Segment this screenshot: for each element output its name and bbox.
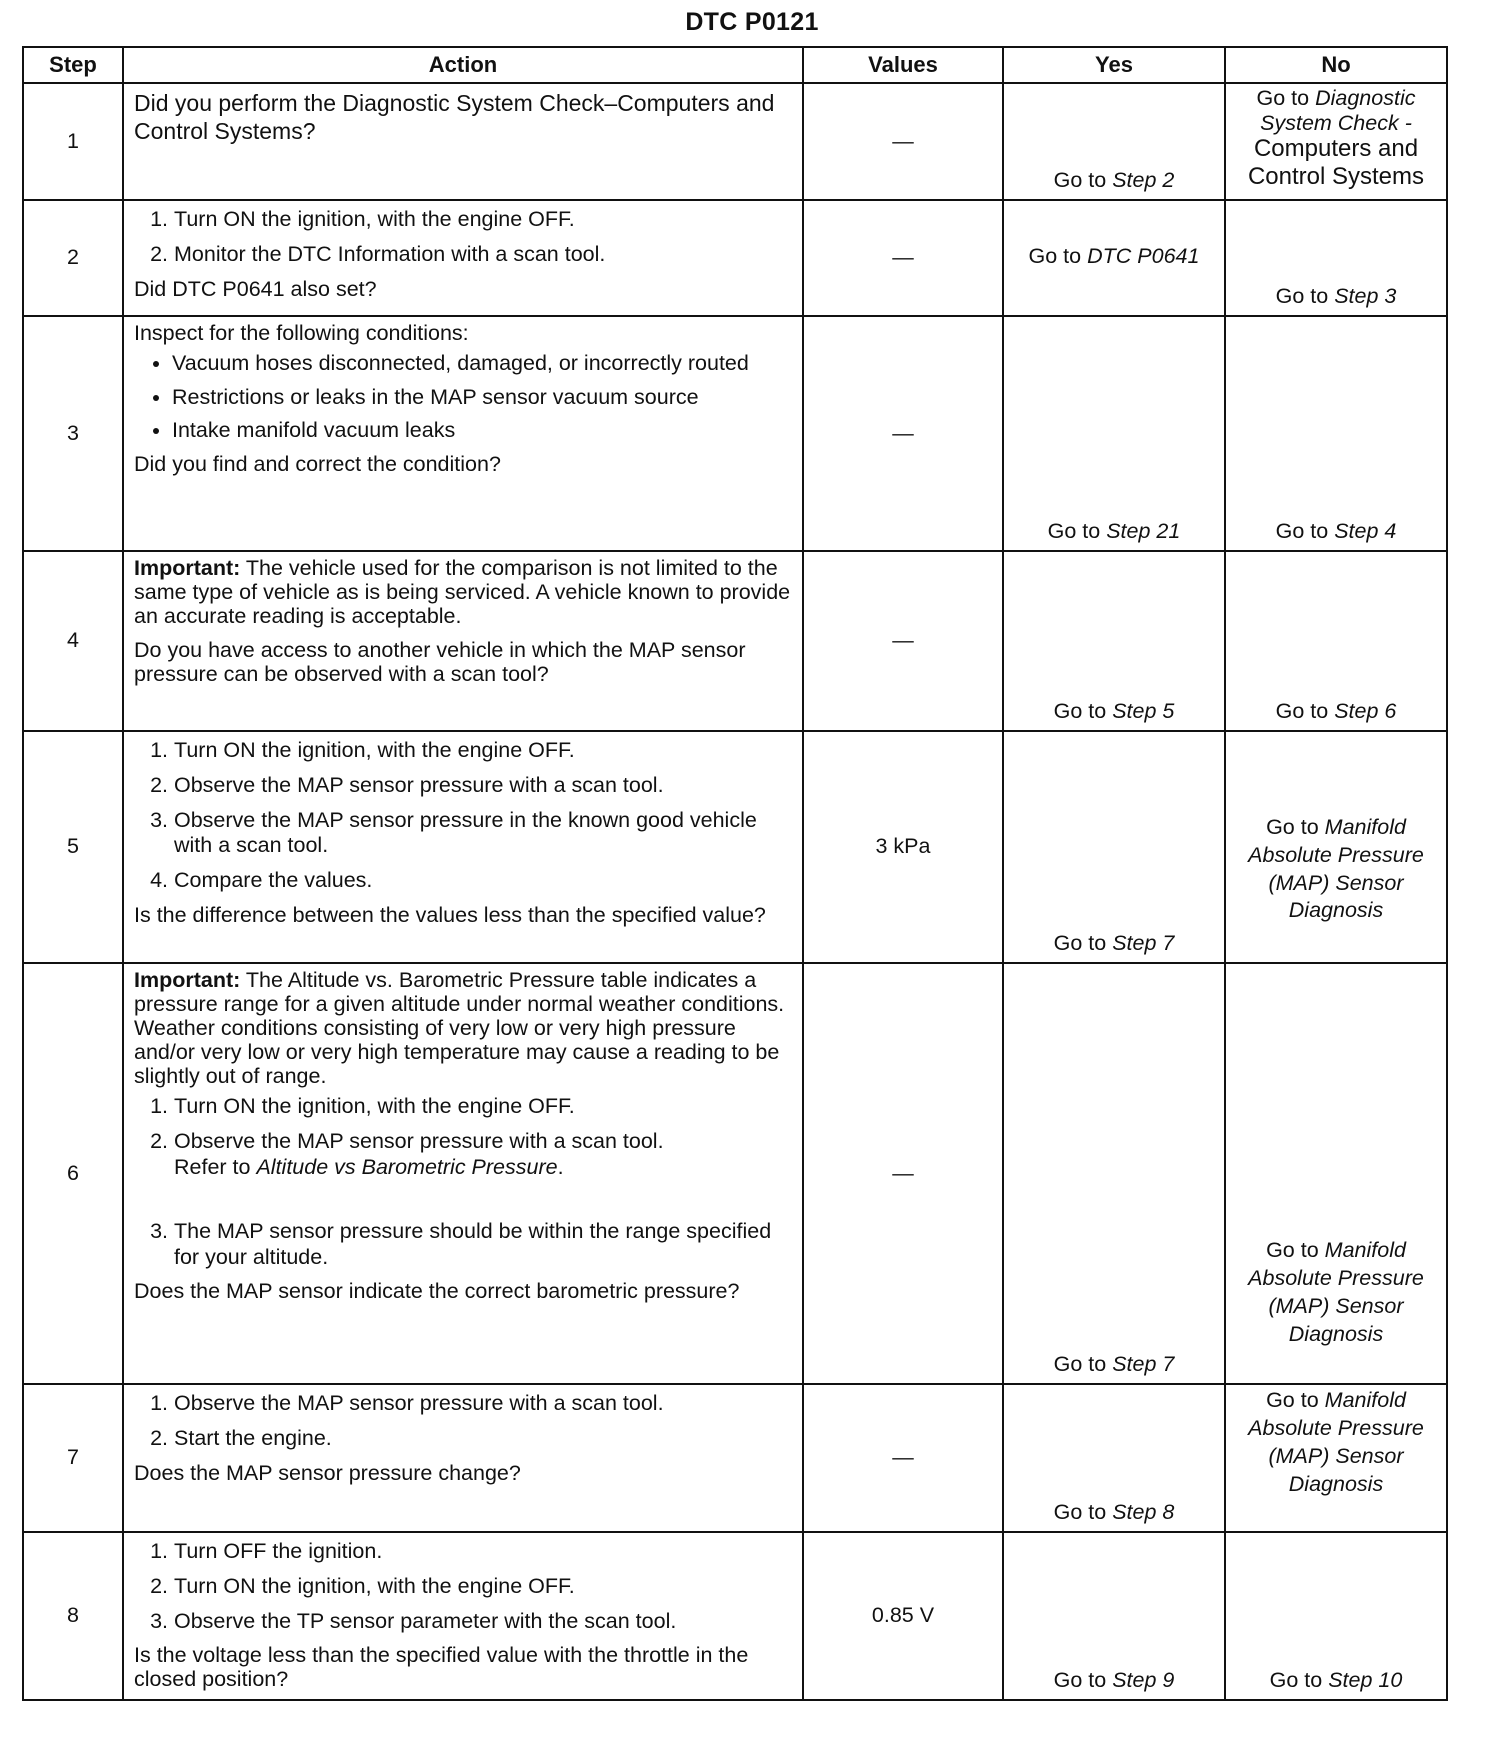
yes-prefix: Go to <box>1053 1352 1107 1377</box>
table-header-row <box>23 47 1447 83</box>
step-number: 4 <box>23 551 123 731</box>
procedure-item: 3. Observe the TP sensor parameter with the scan tool. <box>174 1609 794 1635</box>
procedure-item: 1. Turn ON the ignition, with the engine OFF. <box>174 1094 794 1120</box>
no-link[interactable]: Step 3 <box>1334 284 1397 309</box>
yes-link[interactable]: Step 21 <box>1106 519 1181 544</box>
action-question: Is the difference between the values less than the specified value? <box>134 902 766 927</box>
no-cell[interactable] <box>1225 1384 1447 1532</box>
no-prefix: Go to <box>1266 1238 1319 1263</box>
yes-prefix: Go to <box>1053 699 1107 724</box>
value-cell: 0.85 V <box>803 1532 1003 1700</box>
step-number: 8 <box>23 1532 123 1700</box>
no-prefix: Go to <box>1269 1668 1323 1693</box>
yes-cell[interactable] <box>1003 200 1225 316</box>
important-label: Important: <box>134 556 241 580</box>
action-cell <box>123 1532 803 1700</box>
procedure-item: 1. Observe the MAP sensor pressure with a scan tool. <box>174 1391 794 1417</box>
step-number: 6 <box>23 963 123 1384</box>
yes-link[interactable]: Step 8 <box>1112 1500 1175 1525</box>
no-link[interactable]: Manifold Absolute Pressure (MAP) Sensor Diagnosis <box>1248 814 1424 923</box>
step-number: 5 <box>23 731 123 963</box>
action-cell <box>123 963 803 1384</box>
step-number: 3 <box>23 316 123 551</box>
action-question: Did you find and correct the condition? <box>134 452 501 477</box>
refer-prefix: Refer to <box>174 1154 251 1179</box>
procedure-item: 2. Observe the MAP sensor pressure with a scan tool. Refer to Altitude vs Barometric Pressure. <box>174 1129 794 1181</box>
condition-list <box>134 351 794 444</box>
procedure-item: 2. Turn ON the ignition, with the engine OFF. <box>174 1574 794 1600</box>
procedure-item: 1. Turn ON the ignition, with the engine OFF. <box>174 207 794 233</box>
condition-item: • Restrictions or leaks in the MAP sensor vacuum source <box>172 385 794 411</box>
yes-cell[interactable] <box>1003 963 1225 1384</box>
page-title: DTC P0121 <box>685 8 819 36</box>
important-note <box>134 556 794 628</box>
header-yes: Yes <box>1003 47 1225 83</box>
procedure-item: 1. Turn OFF the ignition. <box>174 1539 794 1565</box>
yes-cell[interactable] <box>1003 551 1225 731</box>
yes-prefix: Go to <box>1053 168 1107 193</box>
value-cell: — <box>803 316 1003 551</box>
value-cell: 3 kPa <box>803 731 1003 963</box>
table-row-step-3 <box>23 316 1447 551</box>
no-cell[interactable] <box>1225 551 1447 731</box>
no-cell[interactable] <box>1225 731 1447 963</box>
important-note <box>134 968 794 1088</box>
no-link[interactable]: Step 6 <box>1334 699 1397 724</box>
yes-cell[interactable] <box>1003 83 1225 200</box>
procedure-item: 2. Observe the MAP sensor pressure with a scan tool. <box>174 773 794 799</box>
yes-cell[interactable] <box>1003 731 1225 963</box>
header-values: Values <box>803 47 1003 83</box>
action-question: Does the MAP sensor pressure change? <box>134 1460 521 1485</box>
procedure-list <box>134 207 794 268</box>
value-cell: — <box>803 83 1003 200</box>
procedure-item: 1. Turn ON the ignition, with the engine OFF. <box>174 738 794 764</box>
procedure-list <box>134 1094 794 1270</box>
no-prefix: Go to <box>1275 519 1329 544</box>
yes-link[interactable]: Step 2 <box>1112 168 1175 193</box>
table-row-step-6 <box>23 963 1447 1384</box>
condition-item: • Vacuum hoses disconnected, damaged, or incorrectly routed <box>172 351 794 377</box>
table-row-step-4 <box>23 551 1447 731</box>
value-cell: — <box>803 963 1003 1384</box>
procedure-list <box>134 1391 794 1452</box>
action-question: Is the voltage less than the specified value with the throttle in the closed position? <box>134 1643 749 1692</box>
procedure-list <box>134 738 794 894</box>
table-row-step-7 <box>23 1384 1447 1532</box>
yes-prefix: Go to <box>1053 1668 1107 1693</box>
action-cell <box>123 316 803 551</box>
yes-cell[interactable] <box>1003 1384 1225 1532</box>
no-link[interactable]: Manifold Absolute Pressure (MAP) Sensor Diagnosis <box>1248 1238 1424 1347</box>
procedure-list <box>134 1539 794 1634</box>
yes-cell[interactable] <box>1003 316 1225 551</box>
procedure-item: 2. Start the engine. <box>174 1426 794 1452</box>
no-link[interactable]: Manifold Absolute Pressure (MAP) Sensor Diagnosis <box>1248 1388 1424 1496</box>
action-cell <box>123 551 803 731</box>
procedure-item: 3. Observe the MAP sensor pressure in the known good vehicle with a scan tool. <box>174 808 794 860</box>
action-question: Did DTC P0641 also set? <box>134 276 377 301</box>
yes-prefix: Go to <box>1028 244 1082 269</box>
no-cell[interactable] <box>1225 963 1447 1384</box>
header-no: No <box>1225 47 1447 83</box>
table-row-step-8 <box>23 1532 1447 1700</box>
no-link-tail[interactable]: Computers and Control Systems <box>1247 135 1425 191</box>
yes-link[interactable]: Step 5 <box>1112 699 1175 724</box>
value-cell: — <box>803 551 1003 731</box>
condition-item: • Intake manifold vacuum leaks <box>172 418 794 444</box>
step-number: 2 <box>23 200 123 316</box>
yes-cell[interactable] <box>1003 1532 1225 1700</box>
yes-link[interactable]: Step 7 <box>1112 1352 1175 1377</box>
header-step: Step <box>23 47 123 83</box>
procedure-item-text: Observe the MAP sensor pressure with a scan tool. <box>174 1129 664 1154</box>
action-cell <box>123 731 803 963</box>
action-question: Does the MAP sensor indicate the correct barometric pressure? <box>134 1279 740 1304</box>
step-number: 1 <box>23 83 123 200</box>
value-cell: — <box>803 1384 1003 1532</box>
important-label: Important: <box>134 968 241 992</box>
action-cell <box>123 1384 803 1532</box>
important-text: The vehicle used for the comparison is not limited to the same type of vehicle as is being serviced. A vehicle known to provide an accurate reading is acceptable. <box>134 556 791 629</box>
yes-link[interactable]: Step 9 <box>1112 1668 1175 1693</box>
table-row-step-1 <box>23 83 1447 200</box>
no-cell[interactable] <box>1225 1532 1447 1700</box>
no-prefix: Go to <box>1266 1388 1319 1412</box>
action-question: Do you have access to another vehicle in which the MAP sensor pressure can be observed with a scan tool? <box>134 638 746 687</box>
no-link[interactable]: Diagnostic System Check - <box>1260 86 1416 135</box>
no-link[interactable]: Step 10 <box>1328 1668 1403 1693</box>
no-prefix: Go to <box>1275 284 1329 309</box>
no-cell[interactable] <box>1225 200 1447 316</box>
yes-prefix: Go to <box>1053 931 1107 956</box>
no-prefix: Go to <box>1275 699 1329 724</box>
action-question: Did you perform the Diagnostic System Check–Computers and Control Systems? <box>134 90 775 144</box>
action-intro: Inspect for the following conditions: <box>134 321 469 345</box>
yes-prefix: Go to <box>1053 1500 1107 1525</box>
no-prefix: Go to <box>1256 86 1310 110</box>
no-link[interactable]: Step 4 <box>1334 519 1397 544</box>
diagnostic-table <box>22 46 1448 1701</box>
table-row-step-2 <box>23 200 1447 316</box>
action-cell <box>123 200 803 316</box>
step-number: 7 <box>23 1384 123 1532</box>
procedure-item: 3. The MAP sensor pressure should be within the range specified for your altitude. <box>174 1219 794 1271</box>
procedure-item: 4. Compare the values. <box>174 868 794 894</box>
no-cell[interactable] <box>1225 83 1447 200</box>
yes-link[interactable]: Step 7 <box>1112 931 1175 956</box>
table-row-step-5 <box>23 731 1447 963</box>
header-action: Action <box>123 47 803 83</box>
no-prefix: Go to <box>1266 814 1319 839</box>
yes-link[interactable]: DTC P0641 <box>1087 244 1200 269</box>
action-cell <box>123 83 803 200</box>
no-cell[interactable] <box>1225 316 1447 551</box>
procedure-item: 2. Monitor the DTC Information with a scan tool. <box>174 242 794 268</box>
yes-prefix: Go to <box>1047 519 1101 544</box>
important-text: The Altitude vs. Barometric Pressure table indicates a pressure range for a given altitude under normal weather conditions. Weather conditions consisting of very low or very high pressure and/or very low or very high temperature may cause a reading to be slightly out of range. <box>134 968 785 1089</box>
value-cell: — <box>803 200 1003 316</box>
altitude-table-link[interactable]: Altitude vs Barometric Pressure <box>256 1154 558 1179</box>
